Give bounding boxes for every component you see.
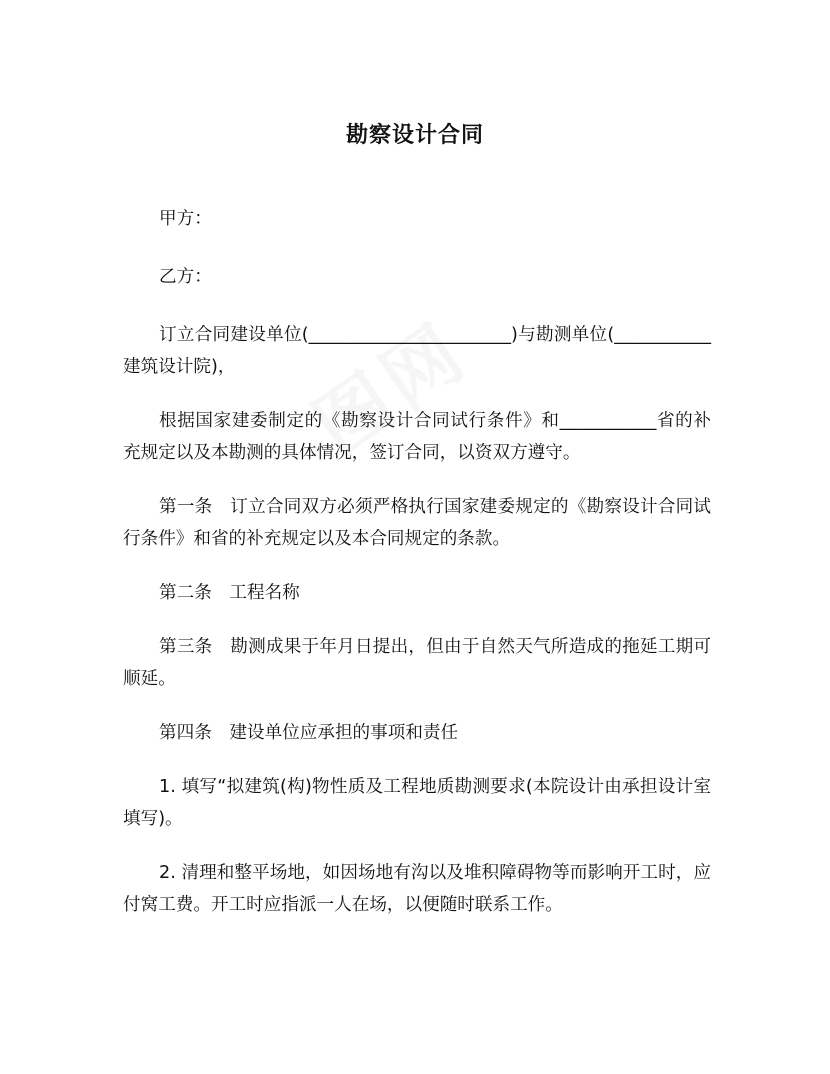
article-4: 第四条 建设单位应承担的事项和责任	[159, 723, 459, 743]
document-body	[123, 203, 711, 943]
article-1: 第一条 订立合同双方必须严格执行国家建委规定的《勘察设计合同试行条件》和省的补充规定以及本合同规定的条款。	[123, 497, 711, 549]
contract-parties-paragraph: 订立合同建设单位(_______________________)与勘测单位(___________建筑设计院)，	[123, 325, 711, 377]
basis-paragraph: 根据国家建委制定的《勘察设计合同试行条件》和___________省的补充规定以及本勘测的具体情况，签订合同，以资双方遵守。	[123, 411, 711, 463]
article-4-item-2: 2. 清理和整平场地，如因场地有沟以及堆积障碍物等而影响开工时，应付窝工费。开工时应指派一人在场，以便随时联系工作。	[123, 863, 711, 915]
party-b-line: 乙方：	[159, 267, 212, 287]
article-2: 第二条 工程名称	[159, 583, 300, 603]
party-a-line: 甲方：	[159, 209, 212, 229]
article-4-item-1: 1. 填写“拟建筑(构)物性质及工程地质勘测要求(本院设计由承担设计室填写)。	[123, 777, 711, 829]
document-title: 勘察设计合同	[345, 123, 484, 148]
article-3: 第三条 勘测成果于年月日提出，但由于自然天气所造成的拖延工期可顺延。	[123, 637, 711, 689]
